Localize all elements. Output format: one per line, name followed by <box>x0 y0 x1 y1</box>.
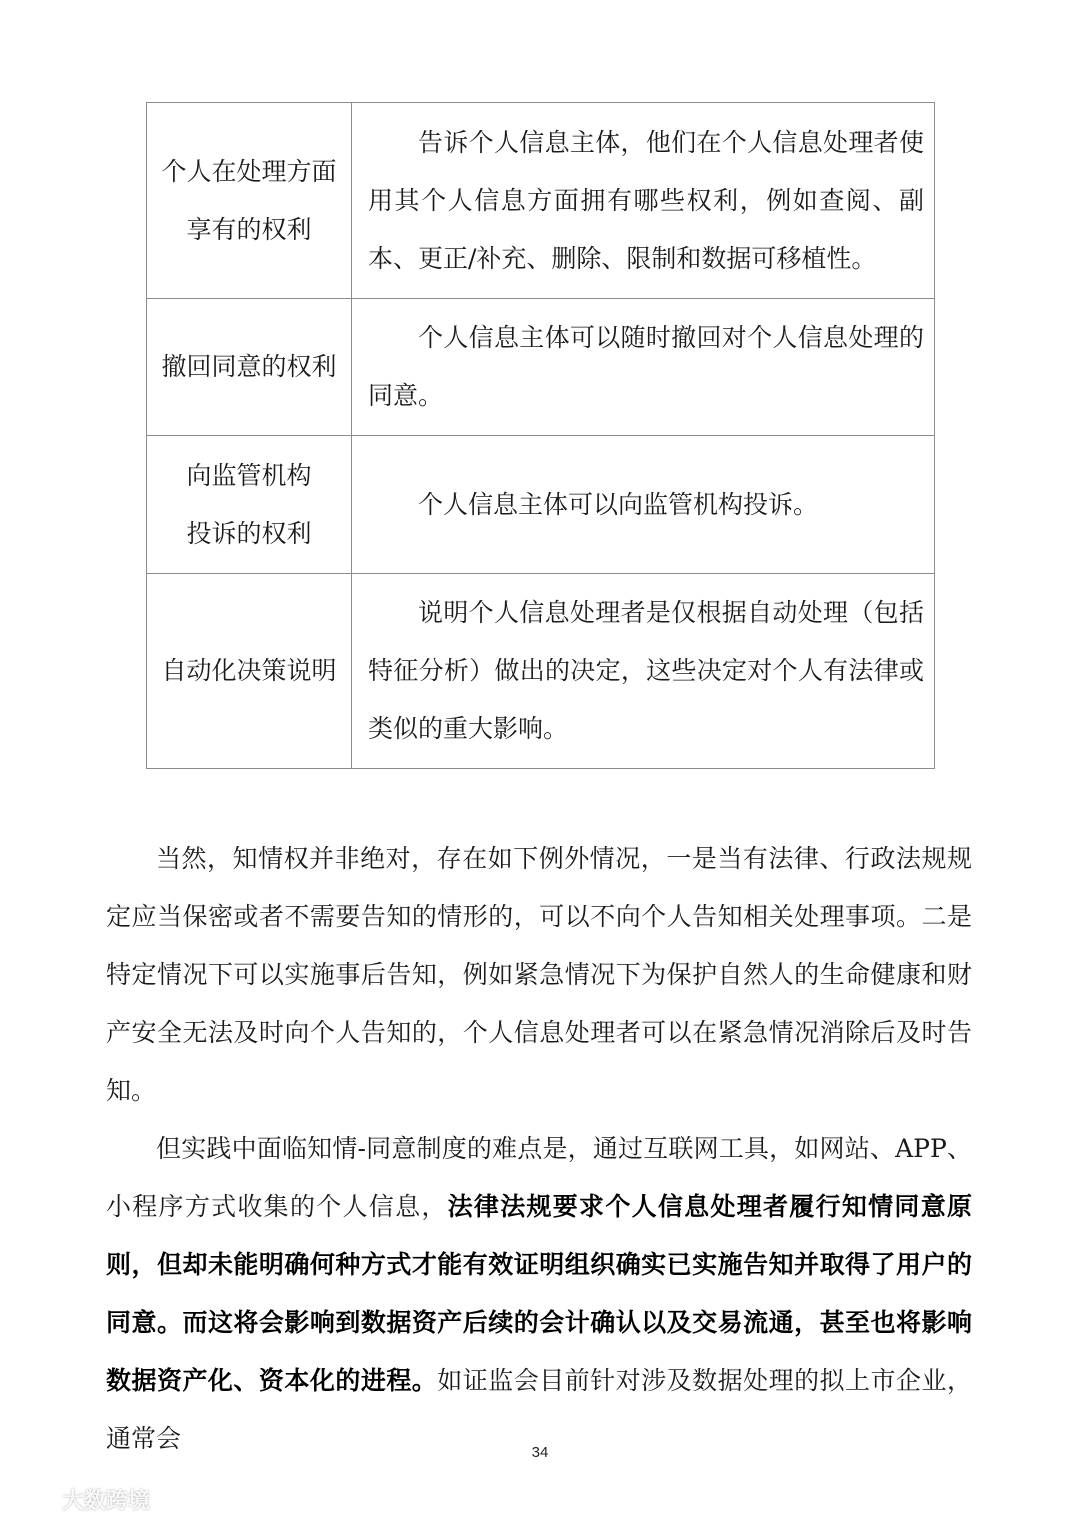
table-row <box>147 299 935 436</box>
table-row <box>147 103 935 299</box>
paragraph-text: 如证监会目前针对涉及数据处理的拟上市企业，通常会 <box>106 1366 972 1453</box>
row-label <box>147 299 352 436</box>
row-label <box>147 103 352 299</box>
label-line: 向监管机构 <box>186 460 312 490</box>
row-description: 告诉个人信息主体，他们在个人信息处理者使用其个人信息方面拥有哪些权利，例如查阅、副本、更正/补充、删除、限制和数据可移植性。 <box>352 103 935 299</box>
row-label <box>147 574 352 769</box>
table-row <box>147 574 935 769</box>
watermark <box>16 1486 150 1512</box>
label-line: 自动化决策说明 <box>161 656 337 685</box>
page-number: 34 <box>531 1444 549 1461</box>
rights-table <box>146 102 935 769</box>
bold-emphasis: 法律法规要求个人信息处理者履行知情同意原则，但却未能明确何种方式才能有效证明组织确实已实施告知并取得了用户的同意。而这将会影响到数据资产后续的会计确认以及交易流通，甚至也将影响数据资产化、资本化的进程。 <box>106 1192 972 1395</box>
label-line: 享有的权利 <box>186 214 312 244</box>
chat-bubble-logo-icon <box>16 1486 56 1512</box>
row-description: 个人信息主体可以随时撤回对个人信息处理的同意。 <box>352 299 935 436</box>
paragraph-difficulty <box>106 1120 972 1468</box>
paragraph-text: 但实践中面临知情-同意制度的难点是，通过互联网工具，如网站、APP、小程序方式收集的个人信息， <box>106 1134 972 1221</box>
label-line: 个人在处理方面 <box>161 156 337 186</box>
row-label <box>147 436 352 574</box>
watermark-text: 大数跨境 <box>62 1488 151 1514</box>
label-line: 撤回同意的权利 <box>161 352 337 381</box>
table-row <box>147 436 935 574</box>
paragraph-exceptions: 当然，知情权并非绝对，存在如下例外情况，一是当有法律、行政法规规定应当保密或者不需要告知的情形的，可以不向个人告知相关处理事项。二是特定情况下可以实施事后告知，例如紧急情况下为保护自然人的生命健康和财产安全无法及时向个人告知的，个人信息处理者可以在紧急情况消除后及时告知。 <box>106 844 972 1105</box>
row-description: 说明个人信息处理者是仅根据自动处理（包括特征分析）做出的决定，这些决定对个人有法律或类似的重大影响。 <box>352 574 935 769</box>
label-line: 投诉的权利 <box>186 518 312 548</box>
row-description: 个人信息主体可以向监管机构投诉。 <box>352 436 935 574</box>
